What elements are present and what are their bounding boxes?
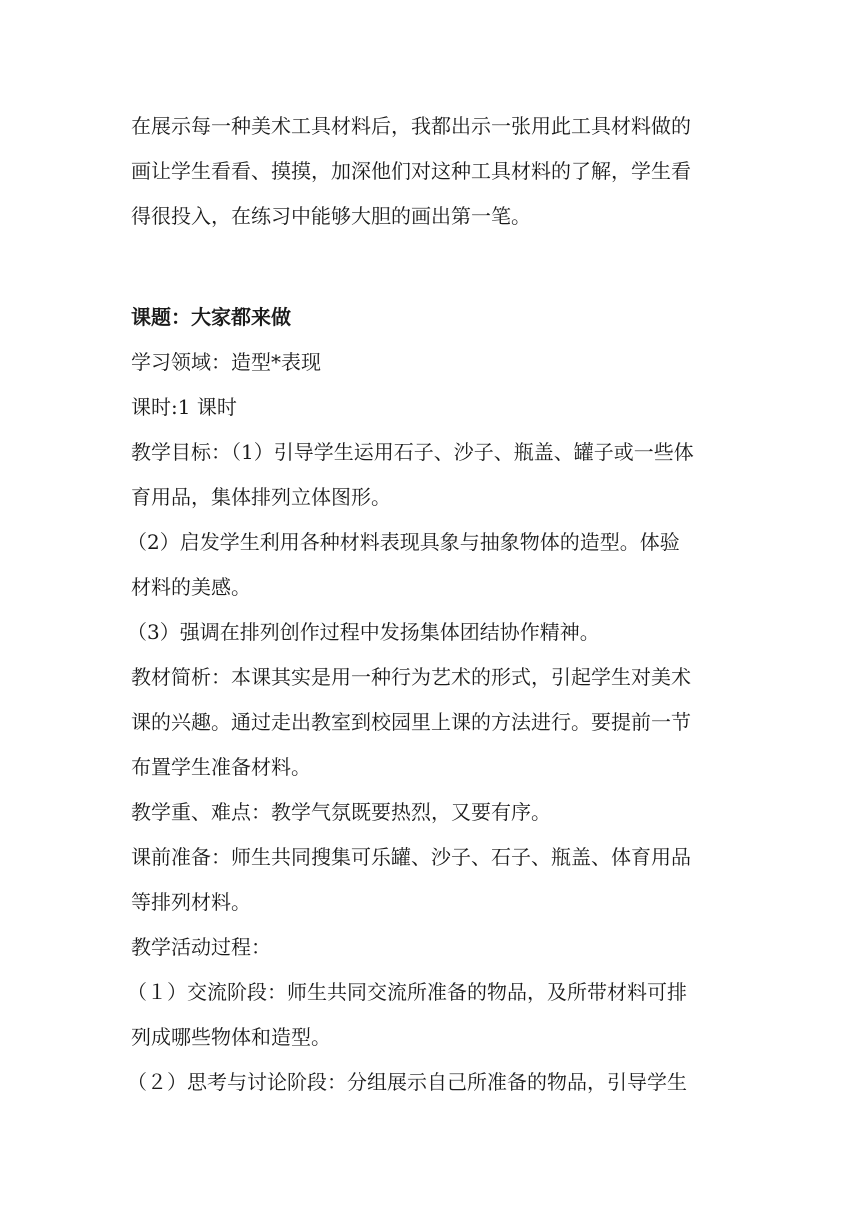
analysis-line: 课的兴趣。通过走出教室到校园里上课的方法进行。要提前一节	[131, 710, 691, 734]
step-line: 列成哪些物体和造型。	[131, 1025, 331, 1049]
lesson-body	[127, 340, 731, 1105]
intro-paragraph	[131, 104, 731, 239]
preparation-line: 课前准备：师生共同搜集可乐罐、沙子、石子、瓶盖、体育用品	[131, 845, 691, 869]
analysis-line: 教材简析：本课其实是用一种行为艺术的形式，引起学生对美术	[131, 665, 691, 689]
goals-line: 教学目标：（1）引导学生运用石子、沙子、瓶盖、罐子或一些体	[131, 440, 694, 464]
document-page	[127, 104, 731, 1105]
goals-line: （3）强调在排列创作过程中发扬集体团结协作精神。	[127, 620, 600, 644]
intro-line: 在展示每一种美术工具材料后，我都出示一张用此工具材料做的	[131, 114, 691, 138]
section-gap	[131, 239, 731, 295]
intro-line: 画让学生看看、摸摸，加深他们对这种工具材料的了解，学生看	[131, 159, 691, 183]
intro-line: 得很投入，在练习中能够大胆的画出第一笔。	[131, 204, 531, 228]
lesson-title: 课题：大家都来做	[131, 305, 291, 329]
goals-line: 育用品，集体排列立体图形。	[131, 485, 391, 509]
lesson-hours: 课时:1 课时	[131, 395, 237, 419]
process-title: 教学活动过程：	[131, 935, 271, 959]
key-points: 教学重、难点：教学气氛既要热烈，又要有序。	[131, 800, 551, 824]
preparation-line: 等排列材料。	[131, 890, 251, 914]
goals-line: 材料的美感。	[131, 575, 251, 599]
step-line: （１）交流阶段：师生共同交流所准备的物品，及所带材料可排	[127, 980, 687, 1004]
analysis-line: 布置学生准备材料。	[131, 755, 311, 779]
learning-field: 学习领域：造型*表现	[131, 350, 321, 374]
step-line: （２）思考与讨论阶段：分组展示自己所准备的物品，引导学生	[127, 1070, 687, 1094]
goals-line: （2）启发学生利用各种材料表现具象与抽象物体的造型。体验	[127, 530, 680, 554]
